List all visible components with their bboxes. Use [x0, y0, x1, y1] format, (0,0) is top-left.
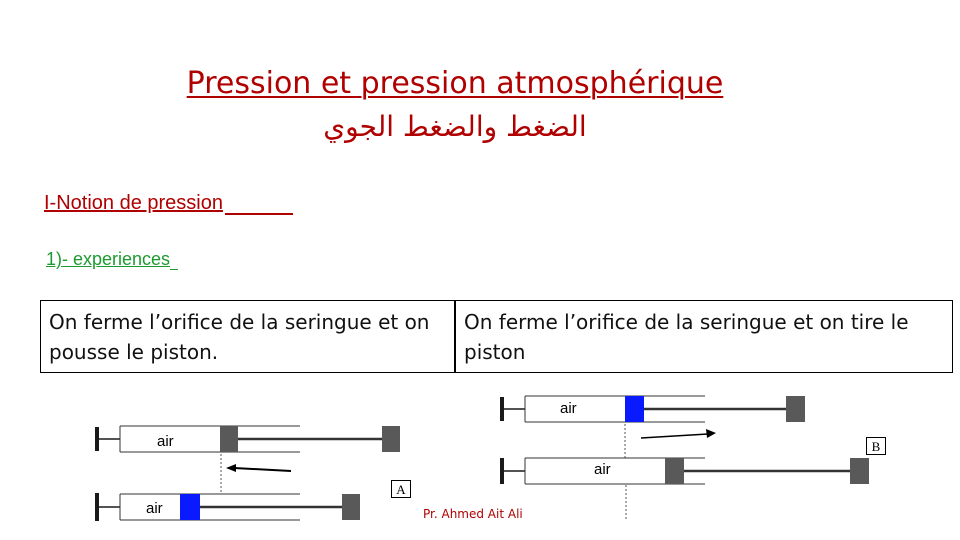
- author-credit: Pr. Ahmed Ait Ali: [423, 507, 523, 521]
- syringe-a-bottom-handle: [342, 494, 360, 520]
- syringe-b-bottom-handle: [850, 458, 869, 484]
- syringe-b-bottom-nozzle: [500, 458, 504, 484]
- label-a: A: [391, 480, 411, 498]
- syringe-b-top-handle: [786, 396, 805, 422]
- air-label-b-top: air: [560, 400, 577, 417]
- syringe-b-top-piston: [625, 396, 644, 422]
- syringe-a-top-piston: [220, 426, 238, 452]
- syringe-a-top-nozzle: [95, 427, 99, 451]
- arabic-subtitle: الضغط والضغط الجوي: [323, 110, 587, 143]
- air-label-a-top: air: [157, 433, 174, 450]
- experiment-push-box: On ferme l’orifice de la seringue et on pousse le piston.: [40, 300, 455, 373]
- syringe-a-top-handle: [382, 426, 400, 452]
- label-b: B: [866, 437, 886, 455]
- section-heading-text: I-Notion de pression: [44, 192, 223, 214]
- experiment-pull-box: On ferme l’orifice de la seringue et on tire le piston: [455, 300, 953, 373]
- syringe-b-top-nozzle: [500, 397, 504, 421]
- air-label-b-bottom: air: [594, 461, 611, 478]
- syringe-a-bottom-piston: [180, 494, 200, 520]
- syringe-b-bottom-piston: [665, 458, 684, 484]
- syringe-b-bottom: [500, 458, 869, 484]
- subsection-heading-text: 1)- experiences: [46, 249, 171, 269]
- pull-arrow: [641, 429, 716, 438]
- syringe-a-bottom-nozzle: [95, 493, 99, 521]
- syringe-b-top: [500, 396, 805, 422]
- syringe-a-top: [95, 426, 400, 452]
- page-title: Pression et pression atmosphérique: [186, 66, 724, 101]
- syringe-a-bottom: [95, 493, 360, 521]
- push-arrow: [226, 464, 291, 472]
- air-label-a-bottom: air: [146, 500, 163, 517]
